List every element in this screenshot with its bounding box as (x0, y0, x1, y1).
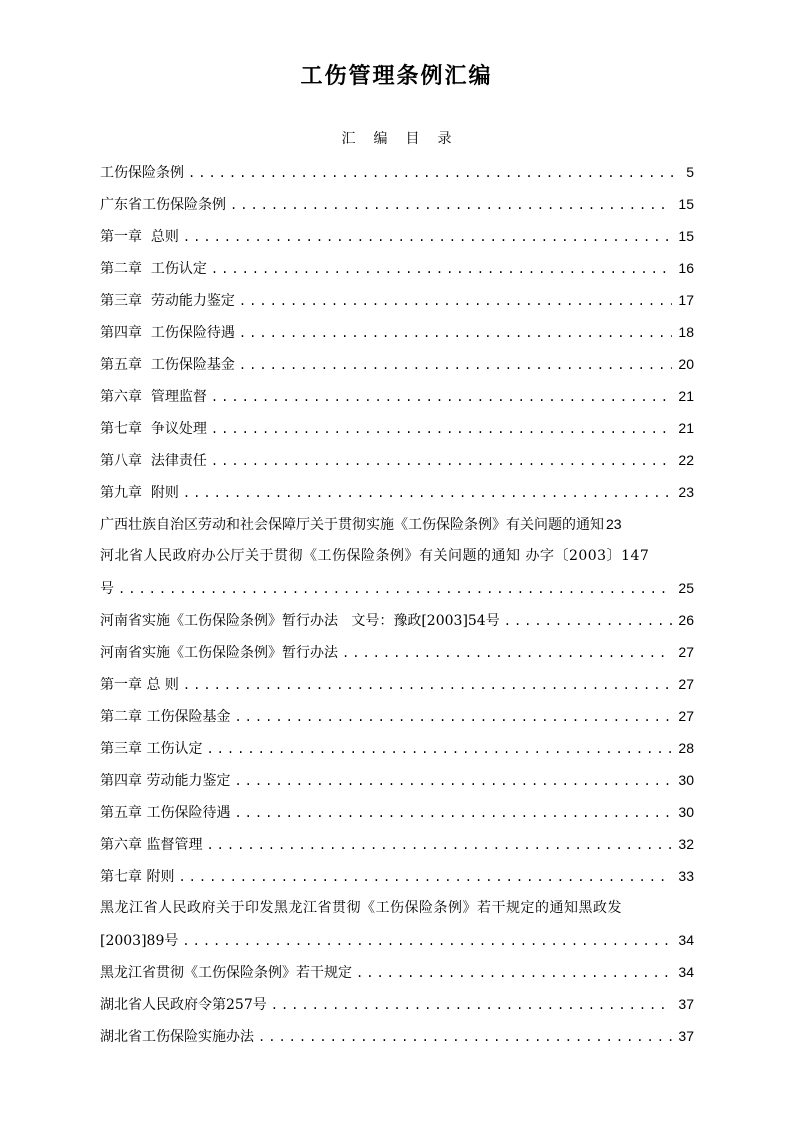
toc-entry-label-line1: 黑龙江省人民政府关于印发黑龙江省贯彻《工伤保险条例》若干规定的通知黑政发 (100, 900, 622, 916)
toc-entry-label: 第六章 监督管理 (100, 837, 203, 853)
toc-dot-leader (206, 829, 672, 861)
toc-entry[interactable] (100, 476, 694, 508)
toc-entry-label: 第七章 争议处理 (100, 421, 207, 437)
toc-entry-page: 26 (678, 612, 694, 628)
toc-entry[interactable] (100, 636, 694, 668)
toc-entry-page: 23 (606, 516, 622, 532)
toc-entry[interactable] (100, 156, 694, 188)
toc-entry[interactable] (100, 956, 694, 988)
toc-entry-label: 第六章 管理监督 (100, 389, 207, 405)
toc-entry-page: 30 (678, 772, 694, 788)
toc-entry-label: 河南省实施《工伤保险条例》暂行办法 (100, 645, 338, 661)
toc-entry[interactable] (100, 892, 694, 956)
toc-dot-leader (206, 733, 672, 765)
toc-dot-leader (118, 573, 672, 605)
toc-entry[interactable] (100, 316, 694, 348)
toc-entry-label: 第二章 工伤认定 (100, 261, 207, 277)
toc-dot-leader (234, 701, 672, 733)
toc-entry-page: 23 (678, 484, 694, 500)
toc-dot-leader (230, 189, 672, 221)
toc-entry-label: 广西壮族自治区劳动和社会保障厅关于贯彻实施《工伤保险条例》有关问题的通知 (100, 517, 604, 533)
toc-entry-label: 湖北省人民政府令第257号 (100, 997, 267, 1013)
toc-entry-label: 第三章 劳动能力鉴定 (100, 293, 235, 309)
toc-entry-page: 30 (678, 804, 694, 820)
toc-entry[interactable] (100, 1020, 694, 1052)
toc-dot-leader (271, 989, 673, 1021)
toc-entry-label: 黑龙江省贯彻《工伤保险条例》若干规定 (100, 965, 352, 981)
toc-entry-label: 第五章 工伤保险待遇 (100, 805, 231, 821)
toc-entry-page: 18 (678, 324, 694, 340)
toc-entry-page: 27 (678, 708, 694, 724)
toc-entry[interactable] (100, 284, 694, 316)
toc-entry[interactable] (100, 796, 694, 828)
toc-dot-leader (178, 861, 672, 893)
toc-entry-page: 20 (678, 356, 694, 372)
toc-entry-page: 34 (678, 964, 694, 980)
toc-entry-label: 第三章 工伤认定 (100, 741, 203, 757)
toc-entry-page: 15 (678, 228, 694, 244)
toc-entry-label: 工伤保险条例 (100, 165, 184, 181)
toc-entry-label: 第四章 劳动能力鉴定 (100, 773, 231, 789)
toc-entry-page: 34 (678, 932, 694, 948)
toc-entry-label: 广东省工伤保险条例 (100, 197, 226, 213)
toc-dot-leader (342, 637, 672, 669)
toc-entry-page: 25 (678, 580, 694, 596)
toc-entry[interactable] (100, 540, 694, 604)
toc-dot-leader (234, 765, 672, 797)
toc-entry-page: 28 (678, 740, 694, 756)
toc-entry[interactable] (100, 188, 694, 220)
toc-entry[interactable] (100, 668, 694, 700)
toc-entry[interactable] (100, 380, 694, 412)
toc-dot-leader (211, 381, 673, 413)
toc-entry-label: 湖北省工伤保险实施办法 (100, 1029, 254, 1045)
toc-entry-label: 第五章 工伤保险基金 (100, 357, 235, 373)
toc-entry-label-line1: 河北省人民政府办公厅关于贯彻《工伤保险条例》有关问题的通知 办字〔2003〕147 (100, 548, 650, 564)
toc-entry-page: 21 (678, 388, 694, 404)
toc-entry-label: 第七章 附则 (100, 869, 175, 885)
toc-entry-page: 27 (678, 676, 694, 692)
toc-entry-page: 15 (678, 196, 694, 212)
toc-dot-leader (183, 477, 673, 509)
toc-dot-leader (183, 669, 673, 701)
toc-entry-page: 5 (686, 164, 694, 180)
table-of-contents (100, 156, 694, 1052)
toc-dot-leader (211, 253, 673, 285)
toc-heading: 汇编目录 (341, 131, 470, 147)
toc-entry-page: 22 (678, 452, 694, 468)
toc-entry[interactable] (100, 604, 694, 636)
document-title: 工伤管理条例汇编 (300, 64, 493, 89)
toc-entry-page: 21 (678, 420, 694, 436)
toc-entry-label: [2003]89号 (100, 933, 179, 949)
toc-entry[interactable] (100, 444, 694, 476)
toc-entry[interactable] (100, 412, 694, 444)
toc-entry-page: 32 (678, 836, 694, 852)
toc-entry[interactable] (100, 220, 694, 252)
toc-dot-leader (239, 349, 673, 381)
toc-entry[interactable] (100, 348, 694, 380)
toc-entry-page: 27 (678, 644, 694, 660)
toc-dot-leader (239, 285, 673, 317)
toc-dot-leader (234, 797, 672, 829)
toc-entry[interactable] (100, 764, 694, 796)
toc-dot-leader (188, 157, 680, 189)
toc-entry-label: 第八章 法律责任 (100, 453, 207, 469)
toc-entry[interactable] (100, 860, 694, 892)
toc-dot-leader (211, 445, 673, 477)
toc-entry[interactable] (100, 252, 694, 284)
toc-entry[interactable] (100, 700, 694, 732)
toc-dot-leader (258, 1021, 672, 1053)
toc-entry-page: 37 (678, 996, 694, 1012)
toc-dot-leader (356, 957, 672, 989)
toc-dot-leader (182, 925, 672, 957)
toc-dot-leader (239, 317, 673, 349)
toc-entry-label: 第九章 附则 (100, 485, 179, 501)
toc-entry-label: 第四章 工伤保险待遇 (100, 325, 235, 341)
toc-entry-label: 河南省实施《工伤保险条例》暂行办法 文号：豫政[2003]54号 (100, 613, 500, 629)
toc-entry-page: 17 (678, 292, 694, 308)
toc-entry-label: 号 (100, 581, 114, 597)
toc-entry[interactable] (100, 988, 694, 1020)
toc-dot-leader (183, 221, 673, 253)
toc-entry[interactable] (100, 508, 694, 540)
toc-entry-label: 第一章 总则 (100, 229, 179, 245)
toc-entry-label: 第二章 工伤保险基金 (100, 709, 231, 725)
toc-dot-leader (211, 413, 673, 445)
toc-entry-page: 37 (678, 1028, 694, 1044)
toc-entry-page: 16 (678, 260, 694, 276)
toc-entry[interactable] (100, 828, 694, 860)
toc-entry[interactable] (100, 732, 694, 764)
toc-dot-leader (504, 605, 673, 637)
toc-entry-page: 33 (678, 868, 694, 884)
toc-entry-label: 第一章 总 则 (100, 677, 179, 693)
